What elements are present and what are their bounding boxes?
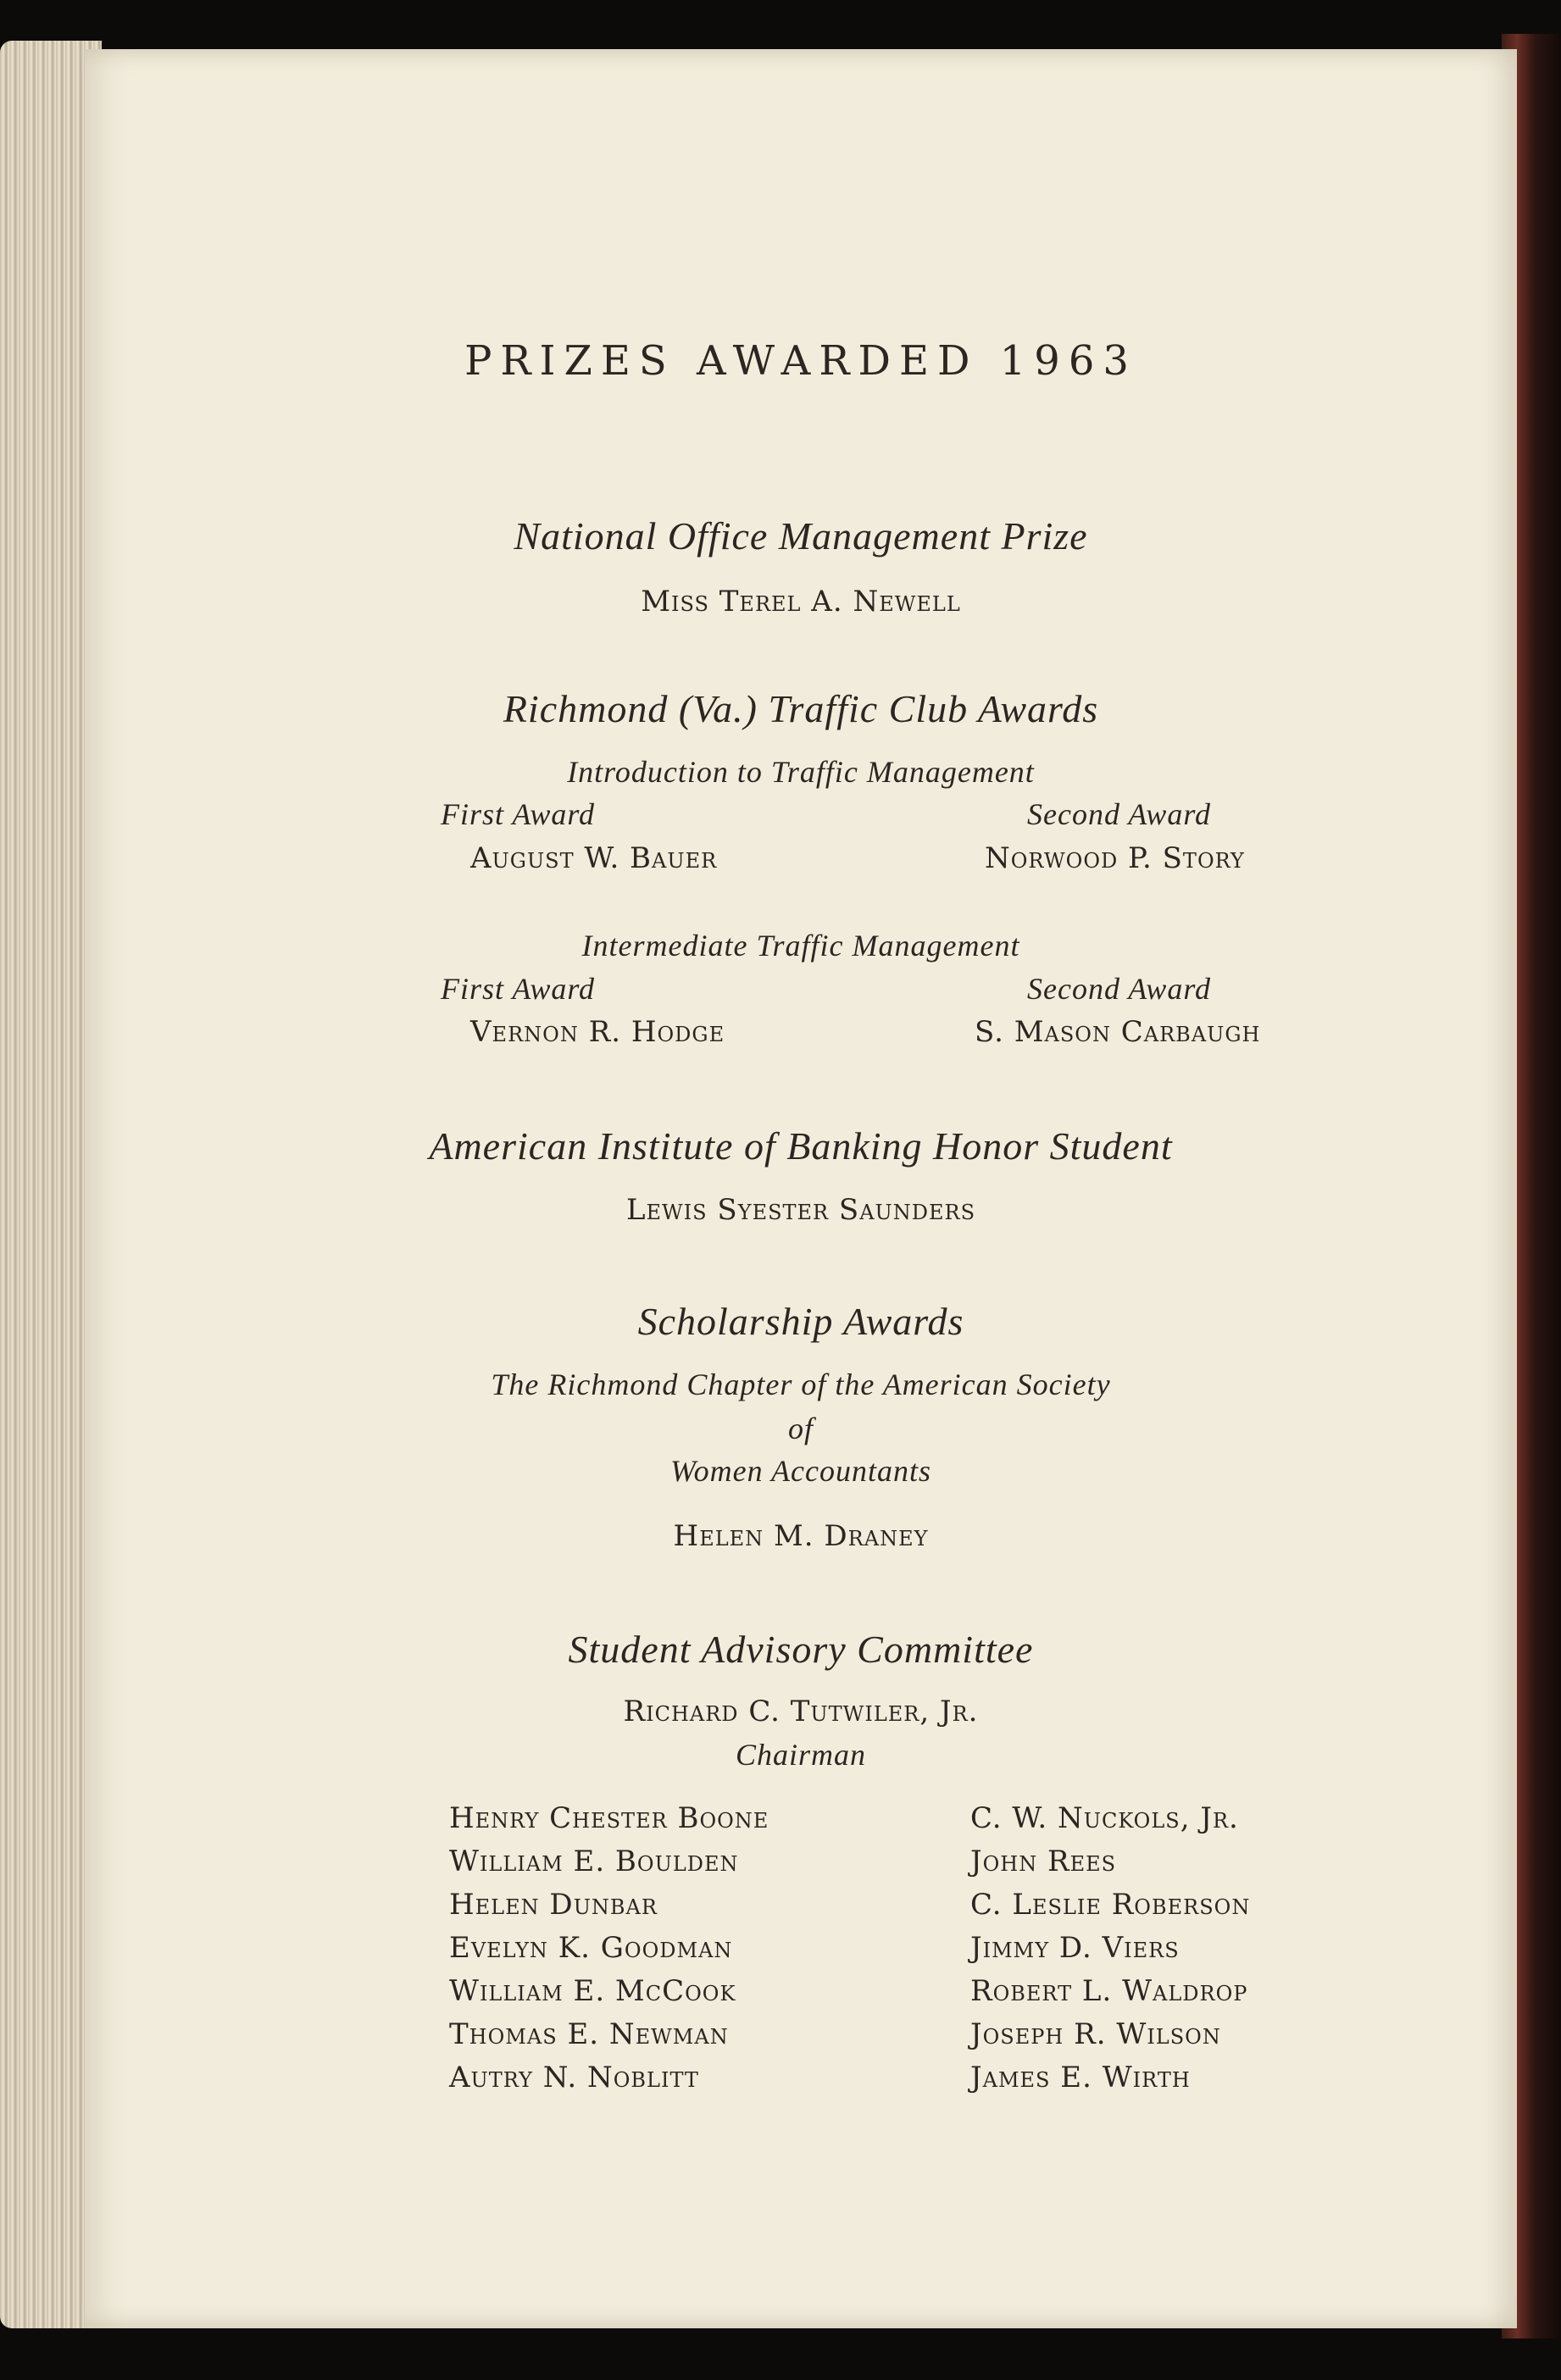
scholarship-line-2: of <box>787 1412 814 1445</box>
page-title: PRIZES AWARDED 1963 <box>464 337 1137 385</box>
advisory-heading: Student Advisory Committee <box>568 1628 1034 1671</box>
member-name: Helen Dunbar <box>449 1888 658 1922</box>
member-name: Robert L. Waldrop <box>970 1974 1248 2008</box>
intermediate-first-award-label: First Award <box>441 972 596 1006</box>
traffic-club-heading: Richmond (Va.) Traffic Club Awards <box>503 687 1099 730</box>
intro-second-award-label: Second Award <box>1027 797 1211 831</box>
member-name: Thomas E. Newman <box>449 2017 729 2051</box>
advisory-members-left <box>449 1797 769 2100</box>
member-name: John Rees <box>970 1845 1117 1878</box>
scholarship-line-1: The Richmond Chapter of the American Society <box>491 1368 1111 1401</box>
intro-traffic-category: Introduction to Traffic Management <box>567 755 1035 789</box>
advisory-chairman-title: Chairman <box>735 1738 867 1772</box>
member-name: William E. Boulden <box>449 1845 739 1878</box>
member-name: Henry Chester Boone <box>449 1801 769 1835</box>
national-office-heading: National Office Management Prize <box>514 514 1088 558</box>
member-name: Jimmy D. Viers <box>970 1931 1180 1965</box>
member-name: C. Leslie Roberson <box>970 1888 1251 1922</box>
banking-heading: American Institute of Banking Honor Student <box>429 1124 1173 1168</box>
member-name: C. W. Nuckols, Jr. <box>970 1801 1239 1835</box>
advisory-members-right <box>970 1797 1250 2100</box>
scholarship-winner: Helen M. Draney <box>673 1519 929 1553</box>
member-name: William E. McCook <box>449 1974 736 2008</box>
intermediate-first-award-winner: Vernon R. Hodge <box>470 1015 725 1049</box>
intermediate-second-award-winner: S. Mason Carbaugh <box>975 1015 1261 1049</box>
member-name: Joseph R. Wilson <box>970 2017 1221 2051</box>
national-office-winner: Miss Terel A. Newell <box>641 585 961 619</box>
banking-winner: Lewis Syester Saunders <box>625 1193 976 1227</box>
intro-first-award-winner: August W. Bauer <box>470 841 718 875</box>
scholarship-heading: Scholarship Awards <box>637 1300 964 1343</box>
intermediate-traffic-category: Intermediate Traffic Management <box>581 929 1020 963</box>
book-page <box>85 49 1517 2328</box>
intro-first-award-label: First Award <box>441 797 596 831</box>
intro-second-award-winner: Norwood P. Story <box>985 841 1245 875</box>
intermediate-second-award-label: Second Award <box>1027 972 1211 1006</box>
member-name: James E. Wirth <box>970 2061 1191 2094</box>
member-name: Evelyn K. Goodman <box>449 1931 733 1965</box>
scholarship-line-3: Women Accountants <box>670 1454 931 1488</box>
advisory-chairman-name: Richard C. Tutwiler, Jr. <box>623 1695 979 1728</box>
member-name: Autry N. Noblitt <box>449 2061 699 2094</box>
